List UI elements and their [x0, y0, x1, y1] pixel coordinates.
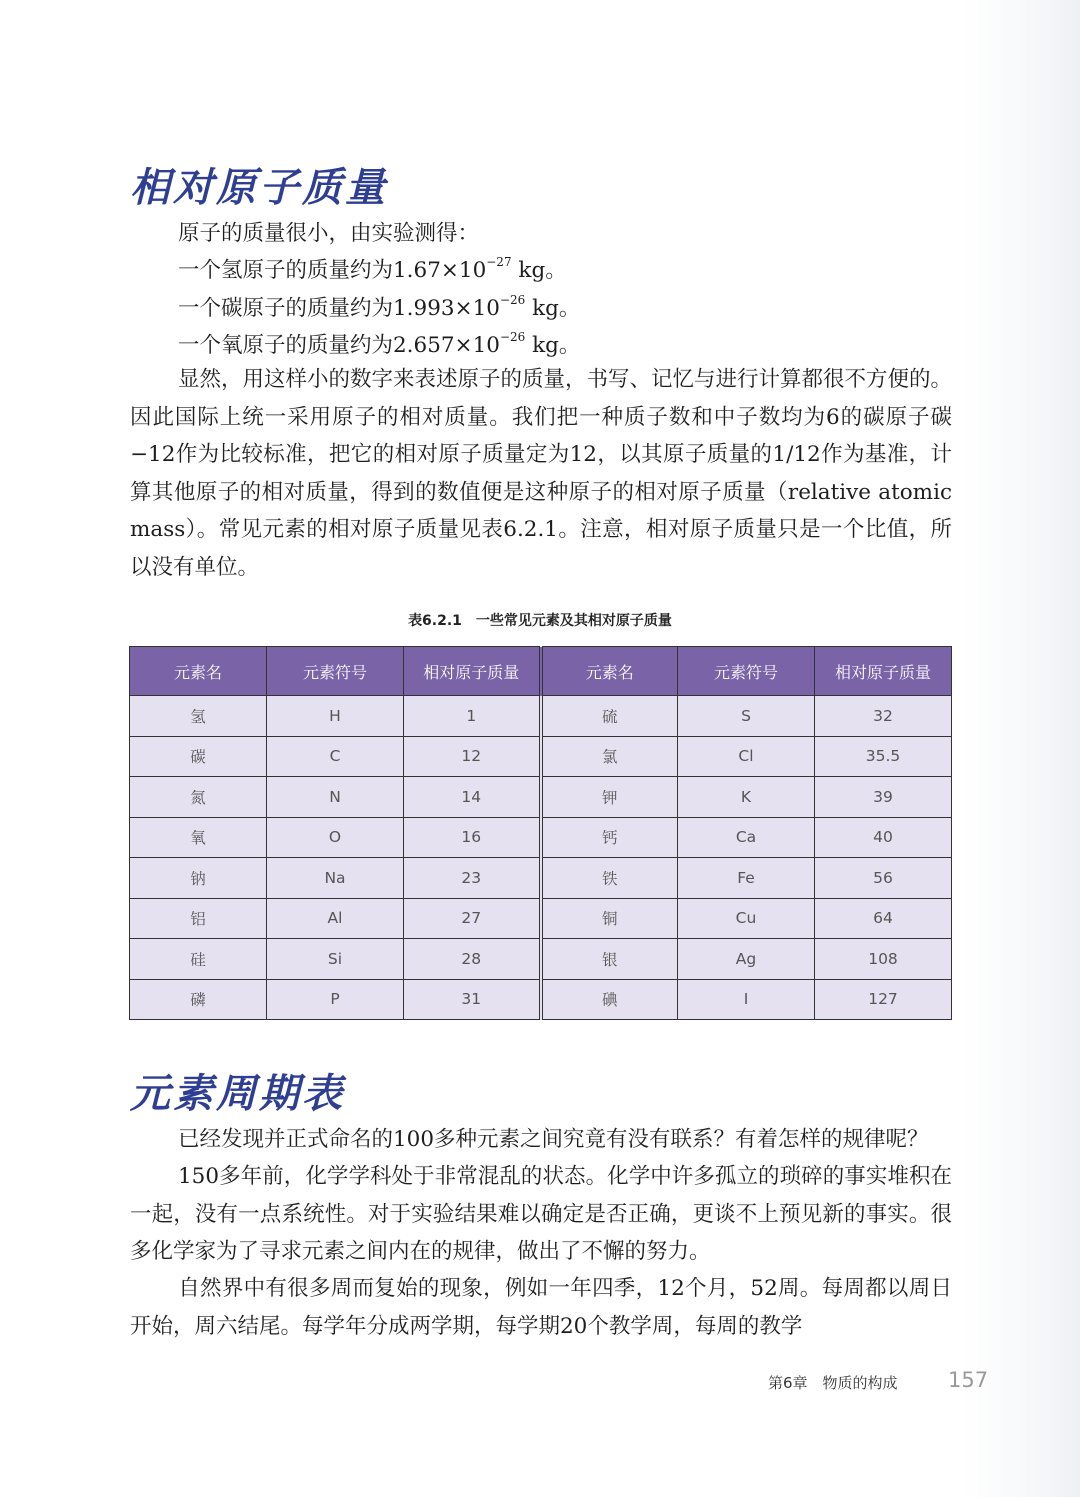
- table-cell: 32: [815, 696, 952, 737]
- table-row: [130, 736, 952, 777]
- table-cell: 铝: [130, 898, 267, 939]
- paragraph-text: 显然，用这样小的数字来表述原子的质量，书写、记忆与进行计算都很不方便的。因此国际上统一采用原子的相对质量。我们把一种质子数和中子数均为6的碳原子碳−12作为比较标准，把它的相对原子质量定为12，以其原子质量的1/12作为基准，计算其他原子的相对质量，得到的数值便是这种原子的相对原子质量（relative atomic mass）。常见元素的相对原子质量见表6.2.1。注意，相对原子质量只是一个比值，所以没有单位。: [130, 367, 953, 580]
- table-cell: 40: [815, 817, 952, 858]
- table-cell: 127: [815, 979, 952, 1020]
- periodic-paragraph-3: [130, 1270, 952, 1345]
- table-cell: H: [267, 696, 404, 737]
- mass-unit: kg。: [525, 296, 581, 321]
- element-mass-table: [129, 646, 952, 1020]
- table-row: [130, 939, 952, 980]
- table-header-row: [130, 647, 952, 696]
- mass-text: 一个氧原子的质量约为2.657×10: [178, 333, 500, 358]
- carbon-mass-line: [178, 291, 580, 322]
- table-cell: I: [678, 979, 815, 1020]
- section-title-periodic-table: 元素周期表: [130, 1071, 345, 1117]
- page-edge-shade: [962, 0, 1080, 1497]
- table-cell: 56: [815, 858, 952, 899]
- table-cell: 碳: [130, 736, 267, 777]
- table-cell: Na: [267, 858, 404, 899]
- table-cell: 28: [404, 939, 541, 980]
- table-cell: 钠: [130, 858, 267, 899]
- table-cell: 磷: [130, 979, 267, 1020]
- mass-exponent: −27: [486, 254, 512, 269]
- table-cell: 27: [404, 898, 541, 939]
- table-cell: 氯: [541, 736, 678, 777]
- table-row: [130, 979, 952, 1020]
- table-cell: 31: [404, 979, 541, 1020]
- table-cell: 16: [404, 817, 541, 858]
- table-cell: Cl: [678, 736, 815, 777]
- table-cell: K: [678, 777, 815, 818]
- page-number: 157: [948, 1368, 989, 1392]
- table-cell: 铁: [541, 858, 678, 899]
- column-header: 元素名: [541, 647, 678, 696]
- table-cell: Ca: [678, 817, 815, 858]
- table-cell: 钙: [541, 817, 678, 858]
- mass-exponent: −26: [499, 329, 526, 344]
- table-cell: P: [267, 979, 404, 1020]
- footer-chapter: 第6章 物质的构成: [768, 1374, 898, 1392]
- table-row: [130, 696, 952, 737]
- table-cell: 1: [404, 696, 541, 737]
- mass-unit: kg。: [511, 258, 567, 283]
- table-cell: 铜: [541, 898, 678, 939]
- hydrogen-mass-line: [178, 253, 567, 284]
- column-header: 元素符号: [267, 647, 404, 696]
- section-title-relative-atomic-mass: 相对原子质量: [130, 165, 388, 211]
- table-cell: N: [267, 777, 404, 818]
- oxygen-mass-line: [178, 328, 580, 359]
- column-header: 相对原子质量: [815, 647, 952, 696]
- table-cell: 氧: [130, 817, 267, 858]
- mass-unit: kg。: [525, 333, 581, 358]
- periodic-paragraph-1: [130, 1121, 952, 1159]
- table-cell: 硅: [130, 939, 267, 980]
- table-cell: Ag: [678, 939, 815, 980]
- table-cell: 氢: [130, 696, 267, 737]
- table-cell: 钾: [541, 777, 678, 818]
- table-cell: S: [678, 696, 815, 737]
- relative-mass-paragraph: [130, 361, 952, 586]
- table-cell: Al: [267, 898, 404, 939]
- column-header: 元素符号: [678, 647, 815, 696]
- table-cell: O: [267, 817, 404, 858]
- table-row: [130, 898, 952, 939]
- mass-text: 一个氢原子的质量约为1.67×10: [178, 258, 487, 283]
- periodic-paragraph-2: [130, 1158, 952, 1271]
- table-cell: Cu: [678, 898, 815, 939]
- table-cell: 35.5: [815, 736, 952, 777]
- paragraph-text: 自然界中有很多周而复始的现象，例如一年四季，12个月，52周。每周都以周日开始，周六结尾。每学年分成两学期，每学期20个教学周，每周的教学: [130, 1276, 952, 1339]
- table-cell: 银: [541, 939, 678, 980]
- table-cell: 39: [815, 777, 952, 818]
- intro-line: 原子的质量很小，由实验测得：: [178, 221, 480, 246]
- table-cell: 14: [404, 777, 541, 818]
- table-row: [130, 858, 952, 899]
- paragraph-text: 已经发现并正式命名的100多种元素之间究竟有没有联系？有着怎样的规律呢？: [178, 1127, 929, 1152]
- table-row: [130, 777, 952, 818]
- column-header: 相对原子质量: [404, 647, 541, 696]
- table-cell: 23: [404, 858, 541, 899]
- table-cell: C: [267, 736, 404, 777]
- mass-exponent: −26: [499, 292, 526, 307]
- table-cell: Si: [267, 939, 404, 980]
- table-cell: 12: [404, 736, 541, 777]
- table-cell: Fe: [678, 858, 815, 899]
- table-cell: 碘: [541, 979, 678, 1020]
- table-row: [130, 817, 952, 858]
- column-header: 元素名: [130, 647, 267, 696]
- table-cell: 108: [815, 939, 952, 980]
- table-cell: 硫: [541, 696, 678, 737]
- table-cell: 64: [815, 898, 952, 939]
- paragraph-text: 150多年前，化学学科处于非常混乱的状态。化学中许多孤立的琐碎的事实堆积在一起，没有一点系统性。对于实验结果难以确定是否正确，更谈不上预见新的事实。很多化学家为了寻求元素之间内在的规律，做出了不懈的努力。: [130, 1164, 952, 1264]
- table-cell: 氮: [130, 777, 267, 818]
- mass-text: 一个碳原子的质量约为1.993×10: [178, 296, 500, 321]
- table-caption: 表6.2.1 一些常见元素及其相对原子质量: [408, 613, 672, 629]
